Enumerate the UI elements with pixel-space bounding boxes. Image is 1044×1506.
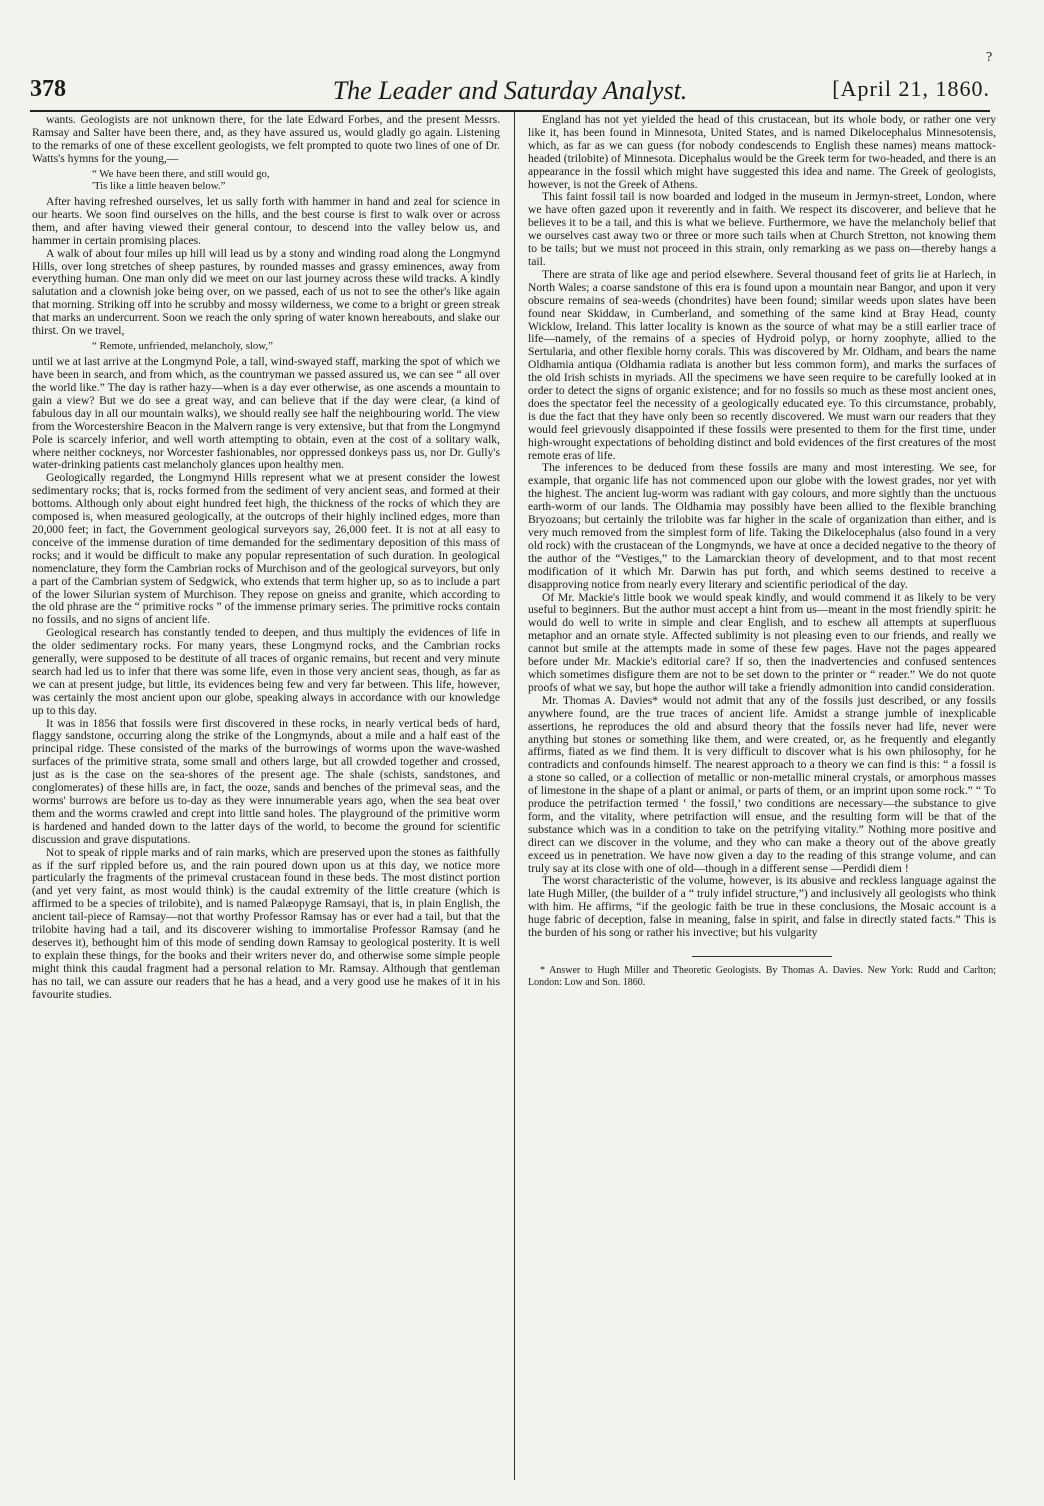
verse-quote — [92, 340, 500, 352]
paragraph: Not to speak of ripple marks and of rain marks, which are preserved upon the stones as faithfully as if the surf rippled before us, and the rain poured down upon us at this day, we notice more particularly the fragments of the primeval crustacean found in these beds. The most distinct portion (and yet very faint, as most would think) is the caudal extremity of the little creature (which is affirmed to be a species of trilobite), and is named Palæopyge Ramsayi, that is, in plain English, the ancient tail-piece of Ramsay—not that worthy Professor Ramsay has or ever had a tail, but that the trilobite having had a tail, and its discoverer wishing to immortalise Professor Ramsay (and he deserves it), bethought him of this mode of sending down Ramsay to geological posterity. It is well to explain these things, for the books and their writers never do, and otherwise some simple people might think this caudal fragment had a personal relation to Mr. Ramsay. Although that gentleman has no tail, we can assure our readers that he has a head, and a very good use he makes of it in his favourite studies. — [32, 845, 500, 1001]
verse-line: “ Remote, unfriended, melancholy, slow,” — [92, 340, 273, 352]
issue-date: [April 21, 1860. — [832, 76, 990, 101]
footnote: * Answer to Hugh Miller and Theoretic Geologists. By Thomas A. Davies. New York: Rudd and Carlton; London: Low and Son. 1860. — [528, 965, 996, 988]
paragraph: Mr. Thomas A. Davies* would not admit that any of the fossils just described, or any fossils anywhere found, are the true traces of ancient life. Amidst a strange jumble of inexplicable assertions, he reproduces the old and absurd theory that the fossils never had life, never were anything but stones or something like them, and were created, or, as he frequently and elegantly affirms, fiated as we find them. It is very difficult to discover what is his own philosophy, for he contradicts and confounds himself. The nearest approach to a theory we can find is this: “ a fossil is a stone so called, or a collection of metallic or non-metallic mineral crystals, or amorphous masses of limestone in the shape of a plant or animal, or parts of them, or an imprint upon some rock.” “ To produce the petrifaction termed ‘ the fossil,’ two conditions are necessary—the substance to give form, and the vitality, where petrifaction will ensue, and the resulting form will be that of the substance which was in a condition to take on the petrifying vitality.” Nothing more positive and direct can we discover in the volume, and they who can make a theory out of the above greatly exceed us in penetration. We have now given a day to the reading of this strange volume, and can truly say at its close with one of old—though in a different sense —Perdidi diem ! — [528, 693, 996, 875]
footnote-rule — [692, 956, 832, 957]
paragraph: England has not yet yielded the head of this crustacean, but its whole body, or rather one very like it, has been found in Minnesota, United States, and is named Dikelocephalus Minnesotensis, which, as far as we can guess (for nobody condescends to English these names) means mattock-headed (trilobite) of Minnesota. Dicephalus would be the Greek term for two-headed, and there is an appearance in the fossil which might have suggested this idea and name. The Greek of geologists, however, is not the Greek of Athens. — [528, 114, 996, 191]
header-rule — [30, 110, 990, 112]
verse-line: 'Tis like a little heaven below.” — [92, 179, 226, 192]
paragraph: It was in 1856 that fossils were first discovered in these rocks, in nearly vertical beds of hard, flaggy sandstone, occurring along the strike of the Longmynds, about a mile and a half east of the principal ridge. These consisted of the marks of the burrowings of worms upon the wave-washed surfaces of the primitive strata, some small and others large, but all crowded together and crossed, just as is the case on the sea-shores of the present age. The shale (schists, sandstones, and conglomerates) of these hills are, in fact, the ooze, sands and benches of the primeval seas, and the worms' burrows are before us to-day as they were innumerable years ago, when the sea beat over them and the worms crawled and crept into little sand holes. The playground of the primitive worm is hardened and handed down to the latter days of the world, to become the ground for scientific discussion and grave disputations. — [32, 716, 500, 846]
paragraph: The inferences to be deduced from these fossils are many and most interesting. We see, for example, that organic life has not commenced upon our globe with the lowest grades, nor yet with the highest. The ancient lug-worm was radiant with gay colours, and more sightly than the unctuous earth-worm of our lands. The Oldhamia may possibly have been allied to the flexible branching Bryozoans; but certainly the trilobite was far higher in the scale of organization than either, and is very much removed from the simplest form of life. Taking the Dikelocephalus (also found in a very old rock) with the crustacean of the Longmynds, we have at once a decided negative to the theory of the author of the “Vestiges,” to the Lamarckian theory of development, and to that most recent modification of it which Mr. Darwin has put forth, and which seems destined to receive a disapproving notice from nearly every literary and scientific periodical of the day. — [528, 461, 996, 591]
publication-title: The Leader and Saturday Analyst. — [332, 76, 688, 105]
verse-line: “ We have been there, and still would go, — [92, 167, 270, 180]
stray-mark: ? — [986, 50, 993, 65]
page-header — [30, 76, 990, 106]
paragraph: Geological research has constantly tended to deepen, and thus multiply the evidences of life in the older sedimentary rocks. For many years, these Longmynd rocks, and the Cambrian rocks generally, were supposed to be destitute of all traces of organic remains, but recent and very minute search had led us to infer that there was some life, even in those very ancient seas, though, as far as we can at present judge, but little, its evidences being few and very far between. This life, however, was certainly the most ancient upon our globe, speaking always in accordance with our knowledge up to this day. — [32, 626, 500, 717]
page-number: 378 — [30, 76, 66, 102]
right-column — [528, 114, 996, 1474]
paragraph: until we at last arrive at the Longmynd Pole, a tall, wind-swayed staff, marking the spot of which we have been in search, and from which, as the countryman we passed assured us, we can see “ all over the world like.” The day is rather hazy—when is a day ever otherwise, as one ascends a mountain to gain a view? But we do see a great way, and can believe that if the day were clear, (a kind of fabulous day in all our mountain walks), we should really see half the neighbouring world. The view from the Worcestershire Beacon in the Malvern range is very extensive, but that from the Longmynd Pole is scarcely inferior, and well worth attempting to obtain, even at the cost of a solitary walk, where neither cockneys, nor Worcester fashionables, nor oppressed donkeys pass us, nor Dr. Gully's water-drinking patients cast melancholy glances upon healthy men. — [32, 355, 500, 472]
paragraph: This faint fossil tail is now boarded and lodged in the museum in Jermyn-street, London, where we have often gazed upon it reverently and in faith. We respect its discoverer, and believe that he believes it to be a tail, and this is what we believe. Furthermore, we have the melancholy belief that we ourselves cast away two or three or more such tails when at Church Stretton, not knowing them to be tails; but we must not proceed in this strain, only remarking as we pass on—thereby hangs a tail. — [528, 190, 996, 268]
column-divider — [514, 112, 515, 1480]
paragraph: Geologically regarded, the Longmynd Hills represent what we at present consider the lowest sedimentary rocks; that is, rocks formed from the sediment of very ancient seas, and formed at their bottoms. Although only about eight hundred feet high, the thickness of the rocks of which they are composed is, when measured geologically, at the outcrops of their highly inclined edges, more than 20,000 feet; in fact, the Government geological surveyors say, 26,000 feet. It is not at all easy to conceive of the immense duration of time demanded for the sedimentary deposition of this mass of rocks; and it would be difficult to make any popular representation of such duration. In geological nomenclature, they form the Cambrian rocks of Murchison and of the geological surveyors, but only a part of the Cambrian system of Sedgwick, who extends that term higher up, so as to include a part of the lower Silurian system of Murchison. They repose on gneiss and granite, which according to the old phrase are the “ primitive rocks ” of the immense primary series. The primitive rocks contain no fossils, and no signs of ancient life. — [32, 471, 500, 627]
paragraph: After having refreshed ourselves, let us sally forth with hammer in hand and zeal for science in our hearts. We soon find ourselves on the hills, and the best course is first to walk over or across them, and after having viewed their general contour, to descend into the valley below us, and hammer in certain promising places. — [32, 195, 500, 247]
paragraph: wants. Geologists are not unknown there, for the late Edward Forbes, and the present Messrs. Ramsay and Salter have been there, and, as they have assured us, would gladly go again. Listening to the remarks of one of these excellent geologists, we felt prompted to quote two lines of one of Dr. Watts's hymns for the young,— — [32, 114, 500, 165]
paragraph: A walk of about four miles up hill will lead us by a stony and winding road along the Longmynd Hills, over long stretches of sheep pastures, by rounded masses and grassy eminences, away from everything human. One man only did we meet on our last journey across these wild tracks. A kindly salutation and a clownish joke being over, on we passed, each of us not to see the other's like again that morning. Striking off into he scrubby and mossy wilderness, we come to a bright or green streak that marks an undercurrent. Soon we reach the only spring of water known hereabouts, and slake our thirst. On we travel, — [32, 246, 500, 338]
left-column — [32, 114, 500, 1474]
paragraph: There are strata of like age and period elsewhere. Several thousand feet of grits lie at Harlech, in North Wales; a coarse sandstone of this era is found upon a mountain near Bangor, and upon it very obscure remains of sea-weeds (chondrites) have been found; similar weeds upon slates have been found near Skiddaw, in Cumberland, and something of the same kind at Bray Head, county Wicklow, Ireland. This latter locality is known as the source of what may be a still earlier trace of life—namely, of the remains of a species of Hydroid polyp, or horny zoophyte, allied to the Sertularia, and other flexible horny corals. This was discovered by Mr. Oldham, and bears the name Oldhamia antiqua (Oldhamia radiata is another but less common form), and marks the surfaces of the old Irish schists in myriads. All the specimens we have seen require to be carefully looked at in order to detect the signs of organic existence; and for no fossils so much as these most ancient ones, does the spectator feel the necessity of a geologically educated eye. To this circumstance, probably, is due the fact that they have only been so recently discovered. We must warn our readers that they would feel grievously disappointed if these fossils were presented to them for the first time, under high-wrought expectations of beholding distinct and bold evidences of the first creatures of the most remote eras of life. — [528, 267, 996, 462]
paragraph: The worst characteristic of the volume, however, is its abusive and reckless language against the late Hugh Miller, (the builder of a “ truly infidel structure,”) and inclusively all geologists who think with him. He affirms, “if the geologic faith be true in these conclusions, the Mosaic account is a huge fabric of deception, false in meaning, false in spirit, and false in directly stated facts.” This is the burden of his song or rather his invective; but his vulgarity — [528, 874, 996, 940]
verse-quote — [92, 168, 500, 192]
paragraph: Of Mr. Mackie's little book we would speak kindly, and would commend it as likely to be very useful to beginners. But the author must accept a hint from us—meant in the most friendly spirit: he would do well to write in simple and clear English, and to eschew all attempts at superfluous metaphor and an ornate style. Affected sublimity is not pleasing even to our friends, and really we cannot but smile at the attempts made in some of these few pages. Have not the pages appeared before under Mr. Mackie's editorial care? If so, then the inadvertencies and confused sentences which sometimes disfigure them are not to be set down to the printer or “ reader.” We do not quote proofs of what we say, but hope the author will take a friendly admonition into candid consideration. — [528, 590, 996, 694]
